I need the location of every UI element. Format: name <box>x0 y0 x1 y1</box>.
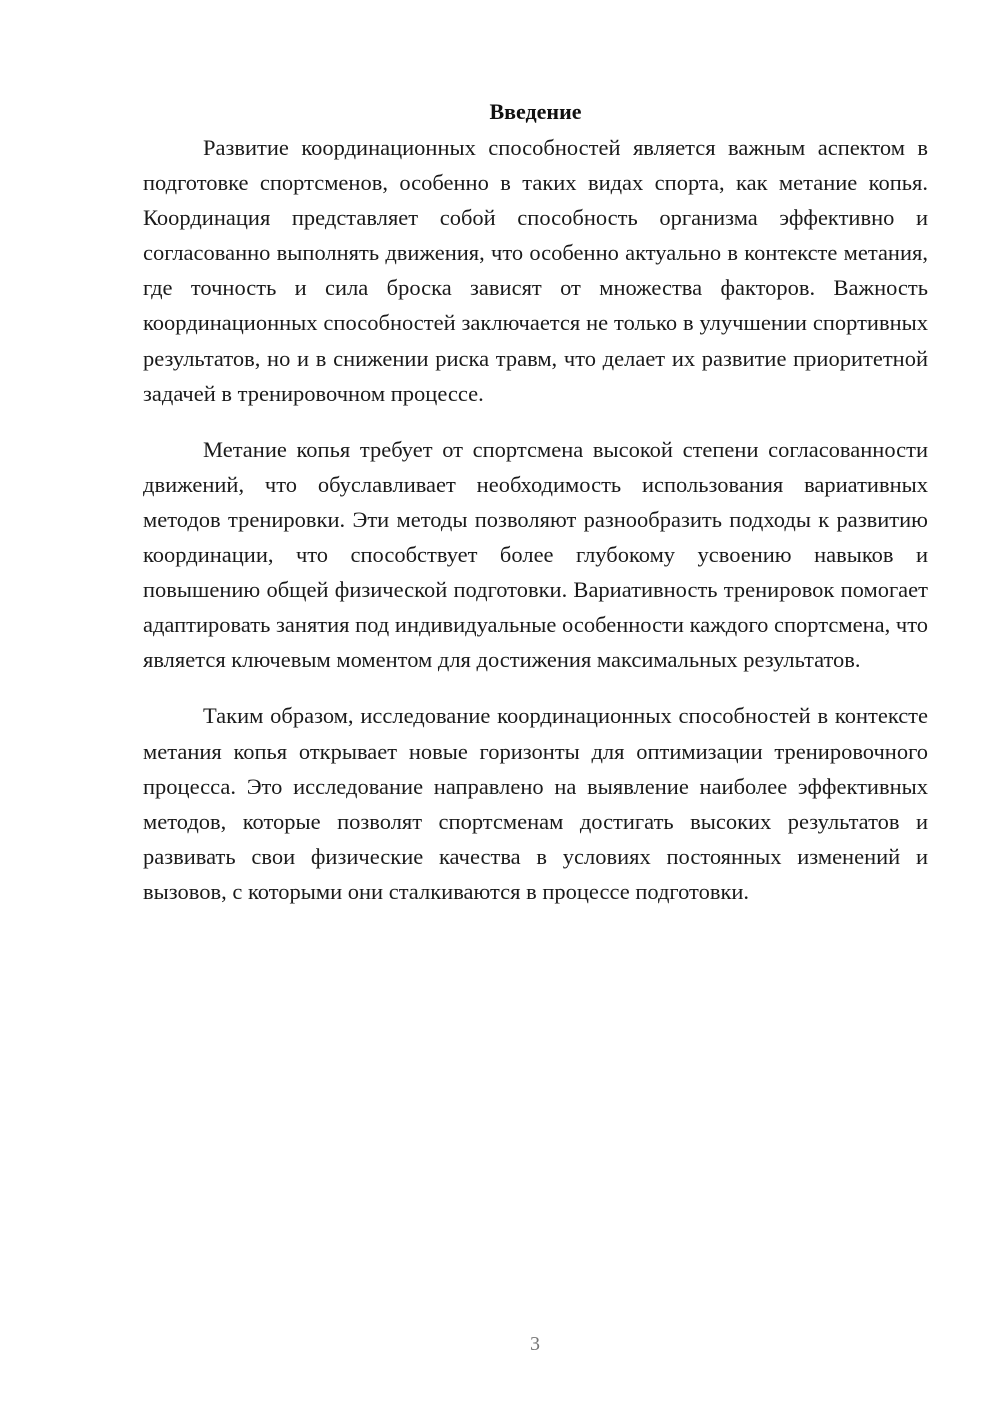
paragraph-3: Таким образом, исследование координационных способностей в контексте метания копья открывает новые горизонты для оптимизации тренировочного процесса. Это исследование направлено на выявление наиболее эффективных методов, которые позволят спортсменам достигать высоких результатов и развивать свои физические качества в условиях постоянных изменений и вызовов, с которыми они сталкиваются в процессе подготовки. <box>143 703 928 904</box>
page-number: 3 <box>530 1333 540 1355</box>
paragraph-1: Развитие координационных способностей является важным аспектом в подготовке спортсменов, особенно в таких видах спорта, как метание копья. Координация представляет собой способность организма эффективно и согласованно выполнять движения, что особенно актуально в контексте метания, где точность и сила броска зависят от множества факторов. Важность координационных способностей заключается не только в улучшении спортивных результатов, но и в снижении риска травм, что делает их развитие приоритетной задачей в тренировочном процессе. <box>143 135 928 406</box>
paragraph-2: Метание копья требует от спортсмена высокой степени согласованности движений, что обуславливает необходимость использования вариативных методов тренировки. Эти методы позволяют разнообразить подходы к развитию координации, что способствует более глубокому усвоению навыков и повышению общей физической подготовки. Вариативность тренировок помогает адаптировать занятия под индивидуальные особенности каждого спортсмена, что является ключевым моментом для достижения максимальных результатов. <box>143 436 928 673</box>
page-body <box>143 94 928 930</box>
page-title: Введение <box>489 99 582 124</box>
